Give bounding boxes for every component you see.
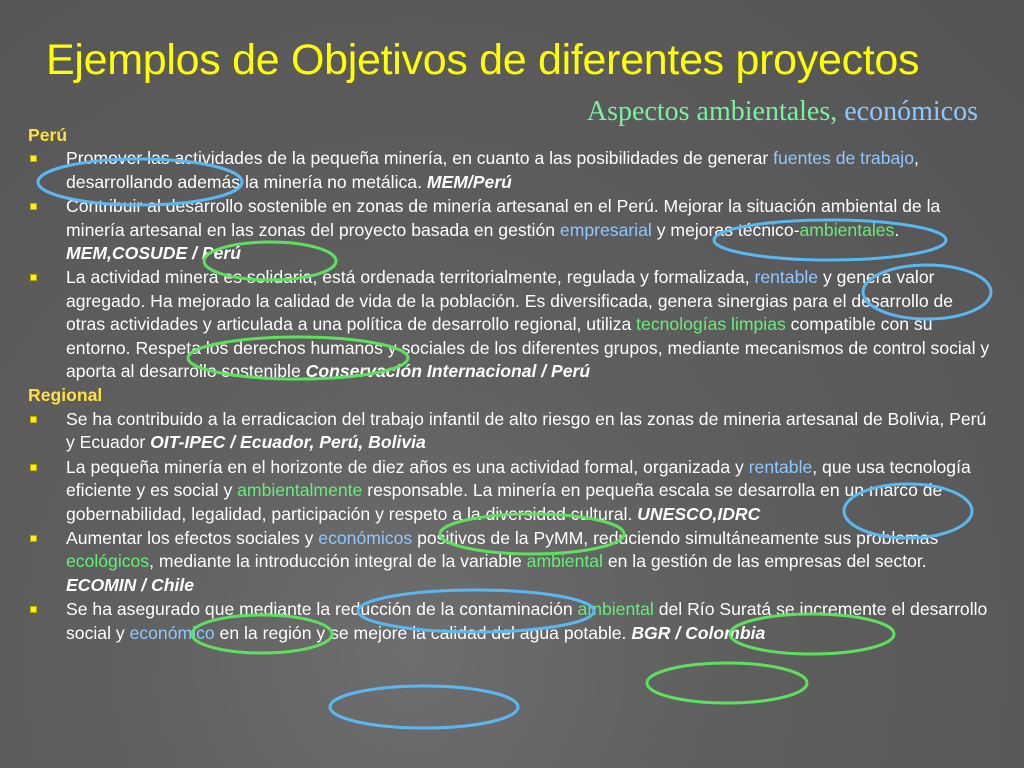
subtitle-part-environmental: Aspectos ambientales, xyxy=(586,96,845,127)
section-heading: Regional xyxy=(28,385,103,406)
slide-content xyxy=(28,124,994,646)
highlight-blue-text: rentable xyxy=(748,456,813,477)
bullet-square-icon xyxy=(30,203,37,210)
source-label: BGR / Colombia xyxy=(631,622,766,643)
section-heading: Perú xyxy=(28,125,68,145)
bullet-item xyxy=(28,266,994,383)
item-text: La actividad minera es solidaria, está ordenada territorialmente, regulada y formalizada, xyxy=(66,267,755,288)
item-text: , mediante la introducción integral de la variable xyxy=(149,551,527,572)
item-text: en la región y se mejore la calidad del agua potable. xyxy=(214,622,632,643)
subtitle-part-economic: económicos xyxy=(844,96,978,127)
item-text: Se ha asegurado que mediante la reducción de la contaminación xyxy=(66,599,578,620)
bullet-item xyxy=(28,456,994,526)
item-text: en la gestión de las empresas del sector. xyxy=(602,551,927,572)
item-text: compatible con su entorno. Respeta los derechos humanos y sociales de los diferentes grupos, mediante mecanismos de control social y aporta al desarrollo sostenible xyxy=(66,314,990,382)
item-text: y genera valor agregado. Ha mejorado la calidad de vida de la población. Es diversificada, genera sinergias para el desarrollo de otras actividades y articulada a una política de desarrollo regional, utiliza xyxy=(66,267,954,335)
item-text: positivos de la PyMM, reduciendo simultáneamente sus problemas xyxy=(412,527,939,548)
highlight-green-text: ambiental xyxy=(526,551,603,572)
source-label: Conservación Internacional / Perú xyxy=(305,361,591,382)
source-label: MEM/Perú xyxy=(426,171,512,192)
source-label: UNESCO,IDRC xyxy=(637,503,761,524)
highlight-blue-text: económico xyxy=(129,622,215,643)
highlight-green-text: ambiental xyxy=(577,599,654,620)
bullet-square-icon xyxy=(30,535,37,542)
bullet-square-icon xyxy=(30,464,37,471)
bullet-item xyxy=(28,408,994,455)
bullet-item xyxy=(28,598,994,645)
source-label: MEM,COSUDE / Perú xyxy=(66,243,241,264)
item-text: Contribuir al desarrollo sostenible en zonas de minería artesanal en el Perú. Mejorar la situación ambiental de la minería artesanal en las zonas del proyecto basada en gestión xyxy=(66,196,941,240)
highlight-blue-text: empresarial xyxy=(559,219,652,240)
item-text: . xyxy=(894,219,900,240)
slide-title: Ejemplos de Objetivos de diferentes proyectos xyxy=(46,36,920,84)
bullet-item xyxy=(28,147,994,194)
item-text: La pequeña minería en el horizonte de diez años es una actividad formal, organizada y xyxy=(66,456,749,477)
item-text: , desarrollando además la minería no metálica. xyxy=(66,148,919,192)
blue-oval-economico xyxy=(330,686,518,728)
highlight-blue-text: económicos xyxy=(318,527,413,548)
bullet-square-icon xyxy=(30,155,37,162)
bullet-item xyxy=(28,195,994,265)
item-text: Aumentar los efectos sociales y xyxy=(66,527,319,548)
source-label: ECOMIN / Chile xyxy=(66,574,195,595)
green-oval-ambiental-2 xyxy=(647,663,807,703)
highlight-green-text: ambientalmente xyxy=(237,480,363,501)
highlight-green-text: tecnologías limpias xyxy=(636,314,786,335)
highlight-green-text: ambientales xyxy=(799,219,895,240)
item-text: del Río Suratá se incremente el desarrollo social y xyxy=(66,599,988,643)
item-text: , que usa tecnología eficiente y es social y xyxy=(66,456,971,501)
item-text: Promover las actividades de la pequeña minería, en cuanto a las posibilidades de generar xyxy=(66,148,774,169)
bullet-square-icon xyxy=(30,606,37,613)
highlight-blue-text: rentable xyxy=(754,267,819,288)
item-text: responsable. La minería en pequeña escala se desarrolla en un marco de gobernabilidad, legalidad, participación y respeto a la diversidad cultural. xyxy=(66,480,943,524)
bullet-item xyxy=(28,527,994,597)
bullet-square-icon xyxy=(30,274,37,281)
bullet-square-icon xyxy=(30,416,37,423)
source-label: OIT-IPEC / Ecuador, Perú, Bolivia xyxy=(150,432,426,453)
item-text: y mejoras técnico- xyxy=(651,219,800,240)
item-text: Se ha contribuido a la erradicacion del trabajo infantil de alto riesgo en las zonas de mineria artesanal de Bolivia, Perú y Ecuador xyxy=(66,408,987,453)
highlight-green-text: ecológicos xyxy=(66,551,150,572)
highlight-blue-text: fuentes de trabajo xyxy=(773,148,914,169)
